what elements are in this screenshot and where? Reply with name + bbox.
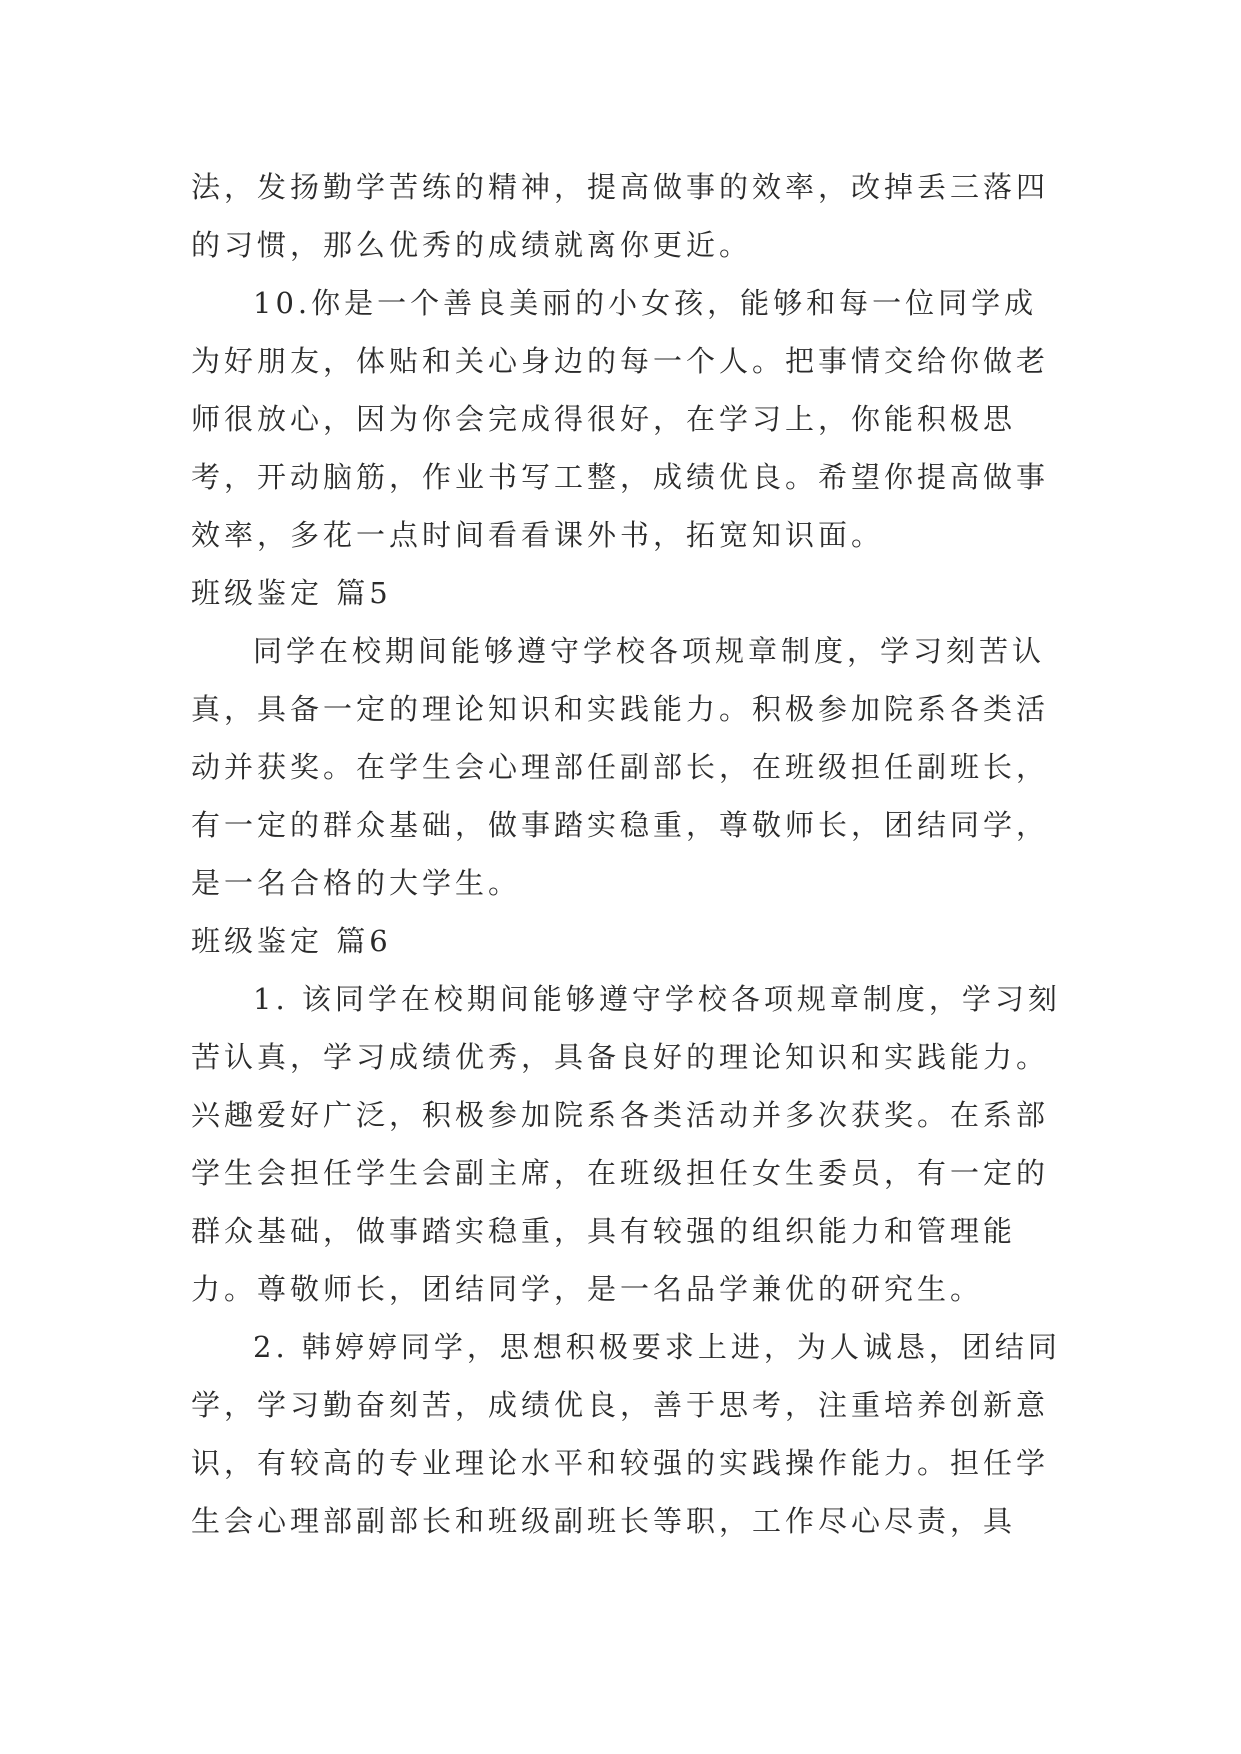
document-body bbox=[191, 158, 1061, 1550]
paragraph-item-10: 10.你是一个善良美丽的小女孩，能够和每一位同学成为好朋友，体贴和关心身边的每一个人。把事情交给你做老师很放心，因为你会完成得很好，在学习上，你能积极思考，开动脑筋，作业书写工整，成绩优良。希望你提高做事效率，多花一点时间看看课外书，拓宽知识面。 bbox=[191, 286, 1050, 552]
paragraph-continuation: 法，发扬勤学苦练的精神，提高做事的效率，改掉丢三落四的习惯，那么优秀的成绩就离你更近。 bbox=[191, 170, 1050, 262]
paragraph-item-1: 1. 该同学在校期间能够遵守学校各项规章制度，学习刻苦认真，学习成绩优秀，具备良好的理论知识和实践能力。兴趣爱好广泛，积极参加院系各类活动并多次获奖。在系部学生会担任学生会副主席，在班级担任女生委员，有一定的群众基础，做事踏实稳重，具有较强的组织能力和管理能力。尊敬师长，团结同学，是一名品学兼优的研究生。 bbox=[191, 982, 1061, 1306]
paragraph-section-5: 同学在校期间能够遵守学校各项规章制度，学习刻苦认真，具备一定的理论知识和实践能力。积极参加院系各类活动并获奖。在学生会心理部任副部长，在班级担任副班长，有一定的群众基础，做事踏实稳重，尊敬师长，团结同学，是一名合格的大学生。 bbox=[191, 634, 1050, 900]
section-heading-6: 班级鉴定 篇6 bbox=[191, 924, 392, 958]
section-heading-5: 班级鉴定 篇5 bbox=[191, 576, 392, 610]
paragraph-item-2: 2. 韩婷婷同学，思想积极要求上进，为人诚恳，团结同学，学习勤奋刻苦，成绩优良，善于思考，注重培养创新意识，有较高的专业理论水平和较强的实践操作能力。担任学生会心理部副部长和班级副班长等职，工作尽心尽责，具 bbox=[191, 1330, 1061, 1538]
